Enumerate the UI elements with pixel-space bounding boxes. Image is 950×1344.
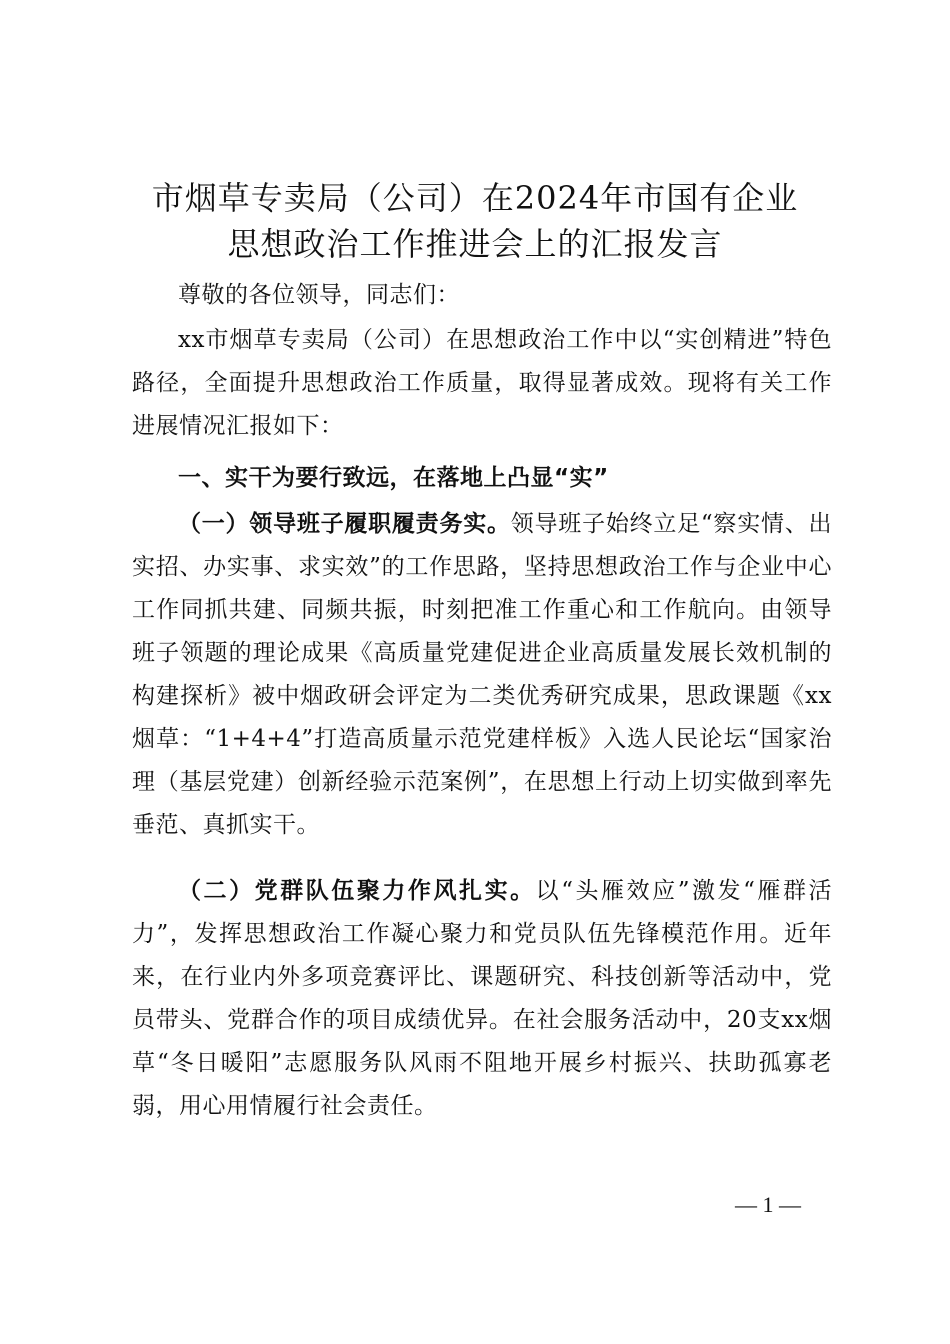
- paragraph-party-team: [132, 869, 832, 1128]
- paragraph-leadership-lead: （一）领导班子履职履责务实。: [178, 510, 511, 537]
- paragraph-leadership: [132, 502, 832, 847]
- document-title-line-2: 思想政治工作推进会上的汇报发言: [227, 225, 723, 263]
- section-heading: 一、实干为要行致远，在落地上凸显“实”: [178, 465, 609, 491]
- paragraph-party-team-text: 以“头雁效应”激发“雁群活力”，发挥思想政治工作凝心聚力和党员队伍先锋模范作用。近年来，在行业内外多项竞赛评比、课题研究、科技创新等活动中，党员带头、党群合作的项目成绩优异。在社会服务活动中，20支xx烟草“冬日暖阳”志愿服务队风雨不阻地开展乡村振兴、扶助孤寡老弱，用心用情履行社会责任。: [132, 878, 832, 1119]
- document-title-line-1: 市烟草专卖局（公司）在2024年市国有企业: [151, 179, 799, 217]
- paragraph-party-team-lead: （二）党群队伍聚力作风扎实。: [178, 877, 536, 904]
- paragraph-leadership-text: 领导班子始终立足“察实情、出实招、办实事、求实效”的工作思路，坚持思想政治工作与企业中心工作同抓共建、同频共振，时刻把准工作重心和工作航向。由领导班子领题的理论成果《高质量党建促进企业高质量发展长效机制的构建探析》被中烟政研会评定为二类优秀研究成果，思政课题《xx烟草：“1+4+4”打造高质量示范党建样板》入选人民论坛“国家治理（基层党建）创新经验示范案例”，在思想上行动上切实做到率先垂范、真抓实干。: [132, 511, 833, 838]
- page-number: — 1 —: [735, 1192, 801, 1217]
- intro-paragraph: xx市烟草专卖局（公司）在思想政治工作中以“实创精进”特色路径，全面提升思想政治工作质量，取得显著成效。现将有关工作进展情况汇报如下：: [132, 327, 832, 439]
- greeting: 尊敬的各位领导，同志们：: [178, 282, 460, 308]
